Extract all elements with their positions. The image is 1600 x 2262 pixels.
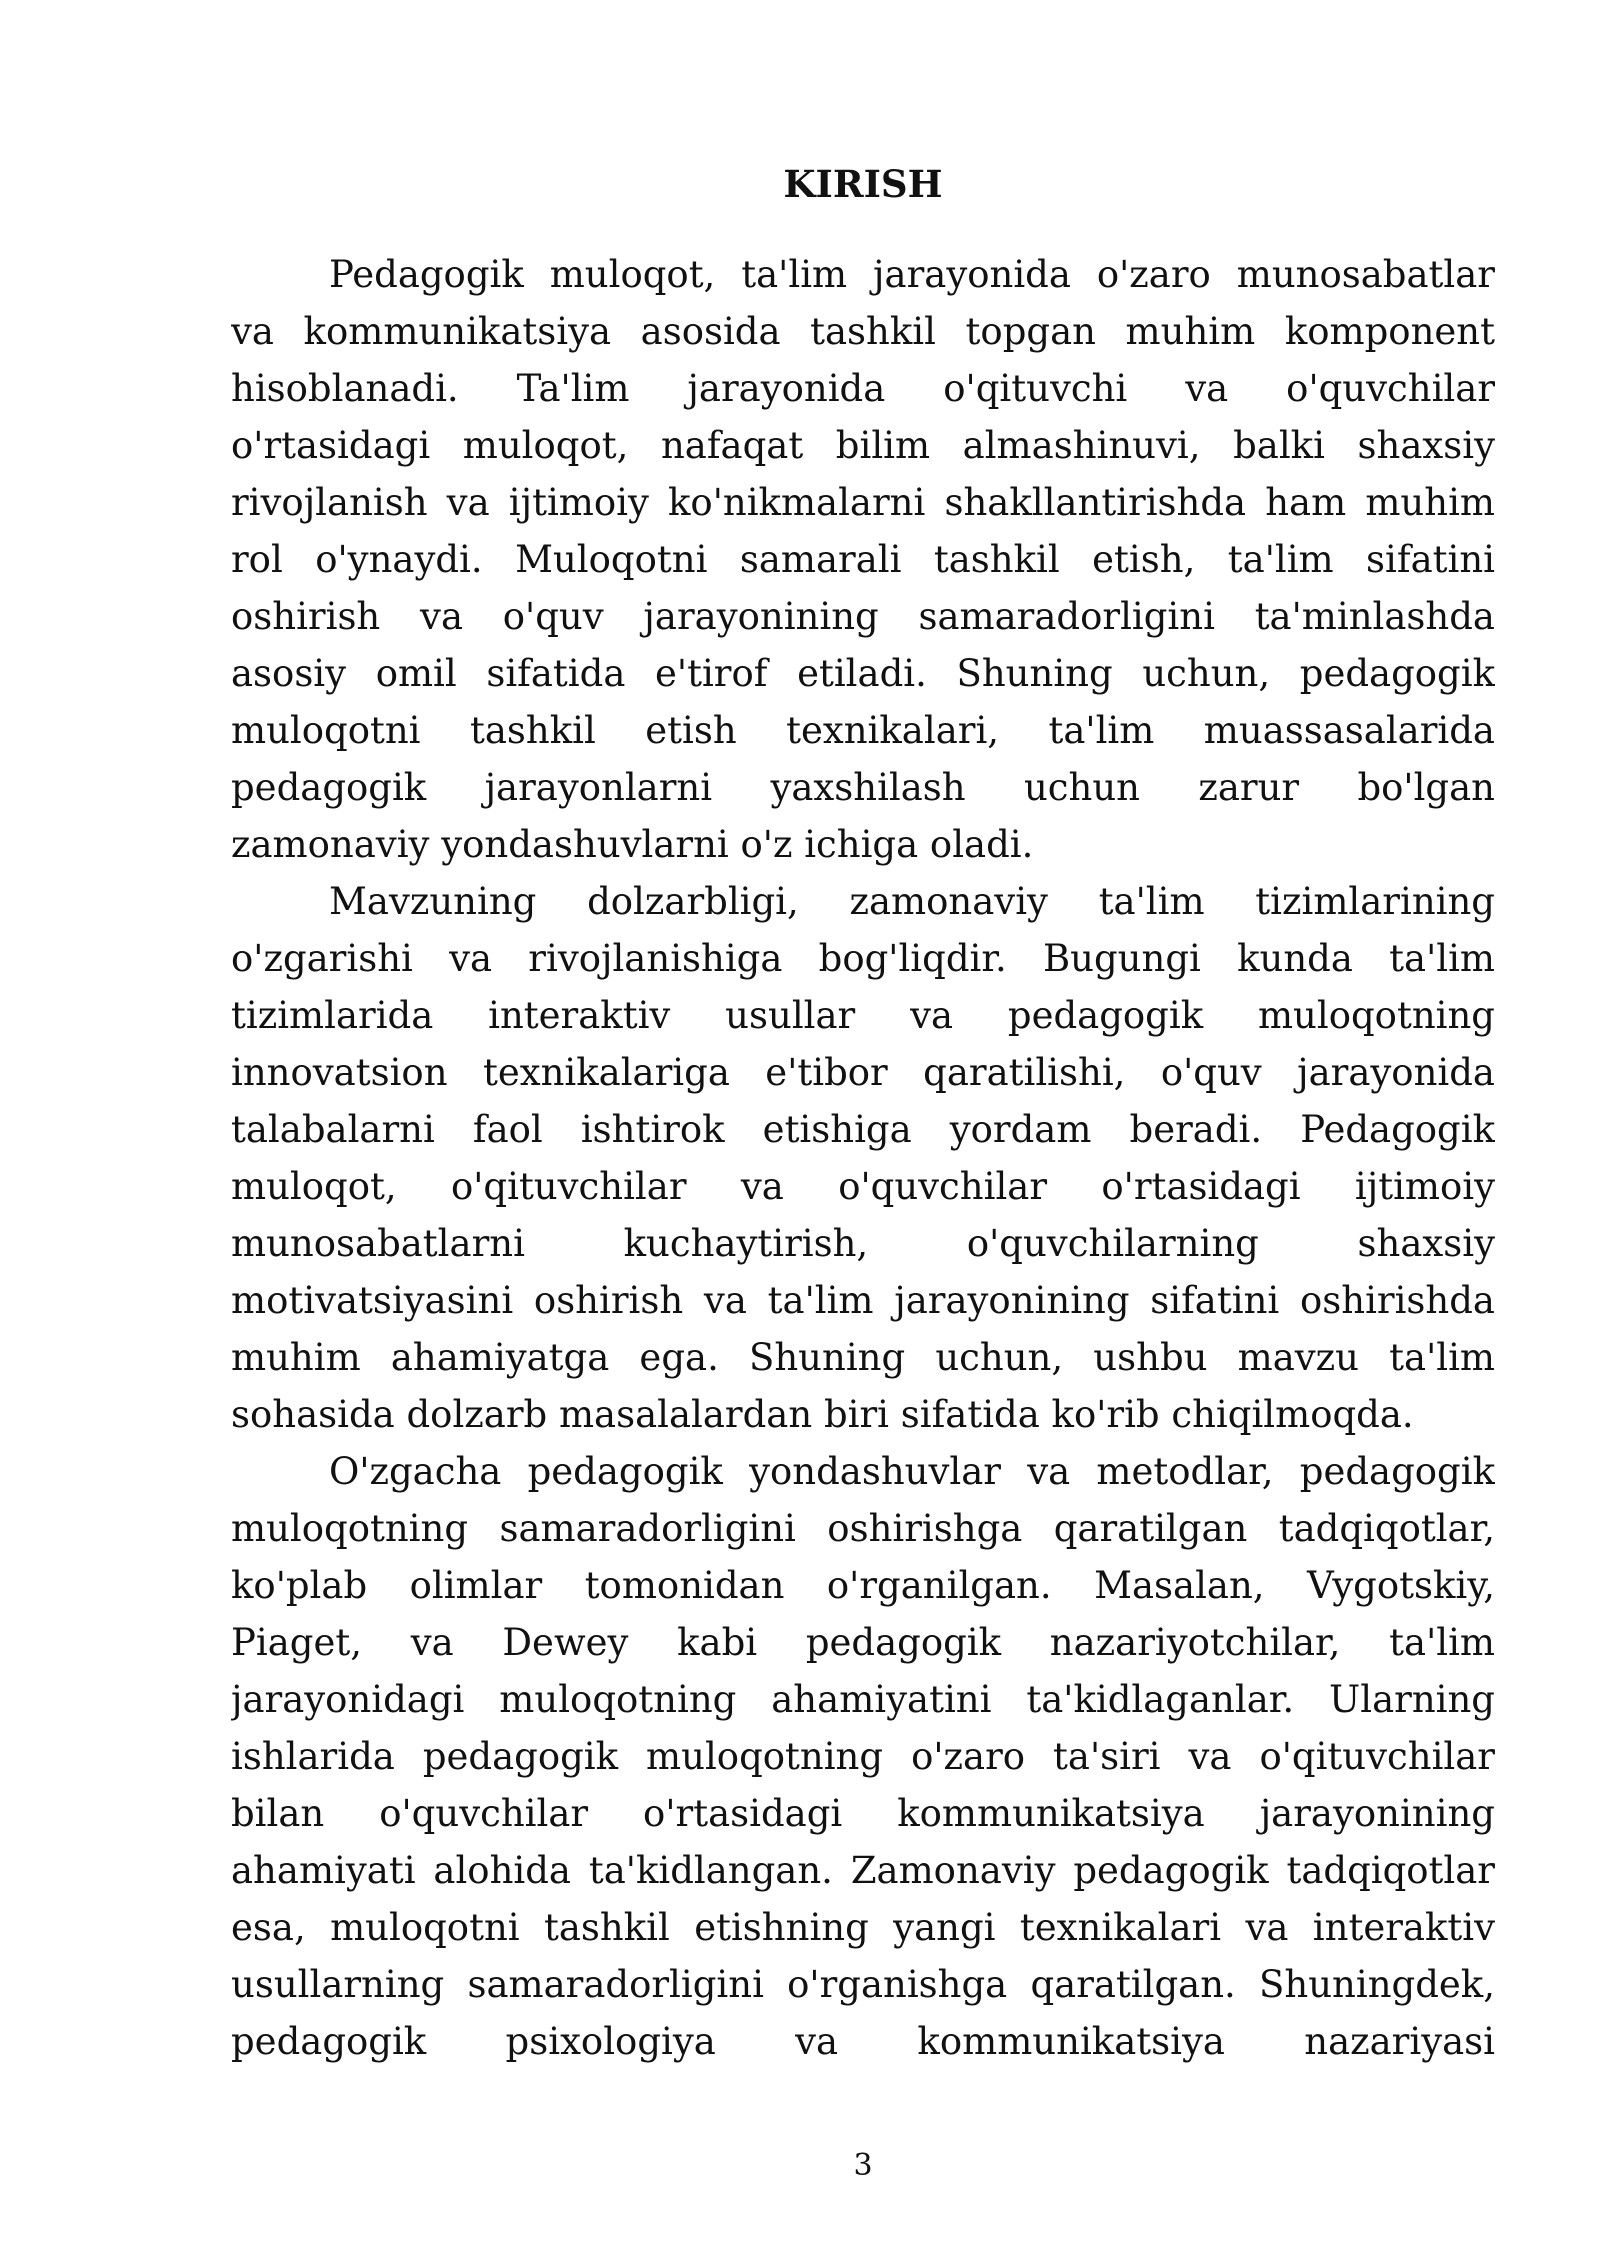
text-line: Pedagogik muloqot, ta'lim jarayonida o'zaro munosabatlar [329,253,1495,296]
text-line: Piaget, va Dewey kabi pedagogik nazariyotchilar, ta'lim [231,1621,1495,1664]
paragraph-introduction [231,246,1495,873]
text-line: pedagogik psixologiya va kommunikatsiya nazariyasi [231,2020,1495,2063]
text-line: pedagogik jarayonlarni yaxshilash uchun zarur bo'lgan [231,766,1495,809]
text-line: bilan o'quvchilar o'rtasidagi kommunikatsiya jarayonining [231,1792,1495,1835]
text-line: muloqot, o'qituvchilar va o'quvchilar o'rtasidagi ijtimoiy [231,1165,1495,1208]
text-line: ishlarida pedagogik muloqotning o'zaro ta'siri va o'qituvchilar [231,1735,1495,1778]
text-line: o'rtasidagi muloqot, nafaqat bilim almashinuvi, balki shaxsiy [231,424,1495,467]
text-line: o'zgarishi va rivojlanishiga bog'liqdir. Bugungi kunda ta'lim [231,937,1495,980]
text-line: esa, muloqotni tashkil etishning yangi texnikalari va interaktiv [231,1906,1495,1949]
text-line: muloqotni tashkil etish texnikalari, ta'lim muassasalarida [231,709,1495,752]
text-line: zamonaviy yondashuvlarni o'z ichiga oladi. [231,823,1034,866]
page-title: KIRISH [783,162,943,206]
text-line: usullarning samaradorligini o'rganishga qaratilgan. Shuningdek, [231,1963,1495,2006]
body-text [231,246,1495,2070]
text-line: muloqotning samaradorligini oshirishga qaratilgan tadqiqotlar, [231,1507,1495,1550]
text-line: munosabatlarni kuchaytirish, o'quvchilarning shaxsiy [231,1222,1495,1265]
text-line: O'zgacha pedagogik yondashuvlar va metodlar, pedagogik [329,1450,1495,1493]
paragraph-literature [231,1443,1495,2070]
text-line: motivatsiyasini oshirish va ta'lim jarayonining sifatini oshirishda [231,1279,1495,1322]
text-line: ko'plab olimlar tomonidan o'rganilgan. Masalan, Vygotskiy, [231,1564,1495,1607]
text-line: rol o'ynaydi. Muloqotni samarali tashkil etish, ta'lim sifatini [231,538,1495,581]
text-line: jarayonidagi muloqotning ahamiyatini ta'kidlaganlar. Ularning [231,1678,1495,1721]
text-line: tizimlarida interaktiv usullar va pedagogik muloqotning [231,994,1495,1037]
text-line: hisoblanadi. Ta'lim jarayonida o'qituvchi va o'quvchilar [231,367,1495,410]
text-line: oshirish va o'quv jarayonining samaradorligini ta'minlashda [231,595,1495,638]
text-line: rivojlanish va ijtimoiy ko'nikmalarni shakllantirishda ham muhim [231,481,1495,524]
text-line: innovatsion texnikalariga e'tibor qaratilishi, o'quv jarayonida [231,1051,1495,1094]
text-line: muhim ahamiyatga ega. Shuning uchun, ushbu mavzu ta'lim [231,1336,1495,1379]
text-line: ahamiyati alohida ta'kidlangan. Zamonaviy pedagogik tadqiqotlar [231,1849,1495,1892]
text-line: talabalarni faol ishtirok etishiga yordam beradi. Pedagogik [231,1108,1495,1151]
paragraph-relevance [231,873,1495,1443]
text-line: va kommunikatsiya asosida tashkil topgan muhim komponent [231,310,1495,353]
page-number: 3 [853,2148,873,2183]
text-line: asosiy omil sifatida e'tirof etiladi. Shuning uchun, pedagogik [231,652,1495,695]
text-line: sohasida dolzarb masalalardan biri sifatida ko'rib chiqilmoqda. [231,1393,1414,1436]
text-line: Mavzuning dolzarbligi, zamonaviy ta'lim tizimlarining [329,880,1495,923]
